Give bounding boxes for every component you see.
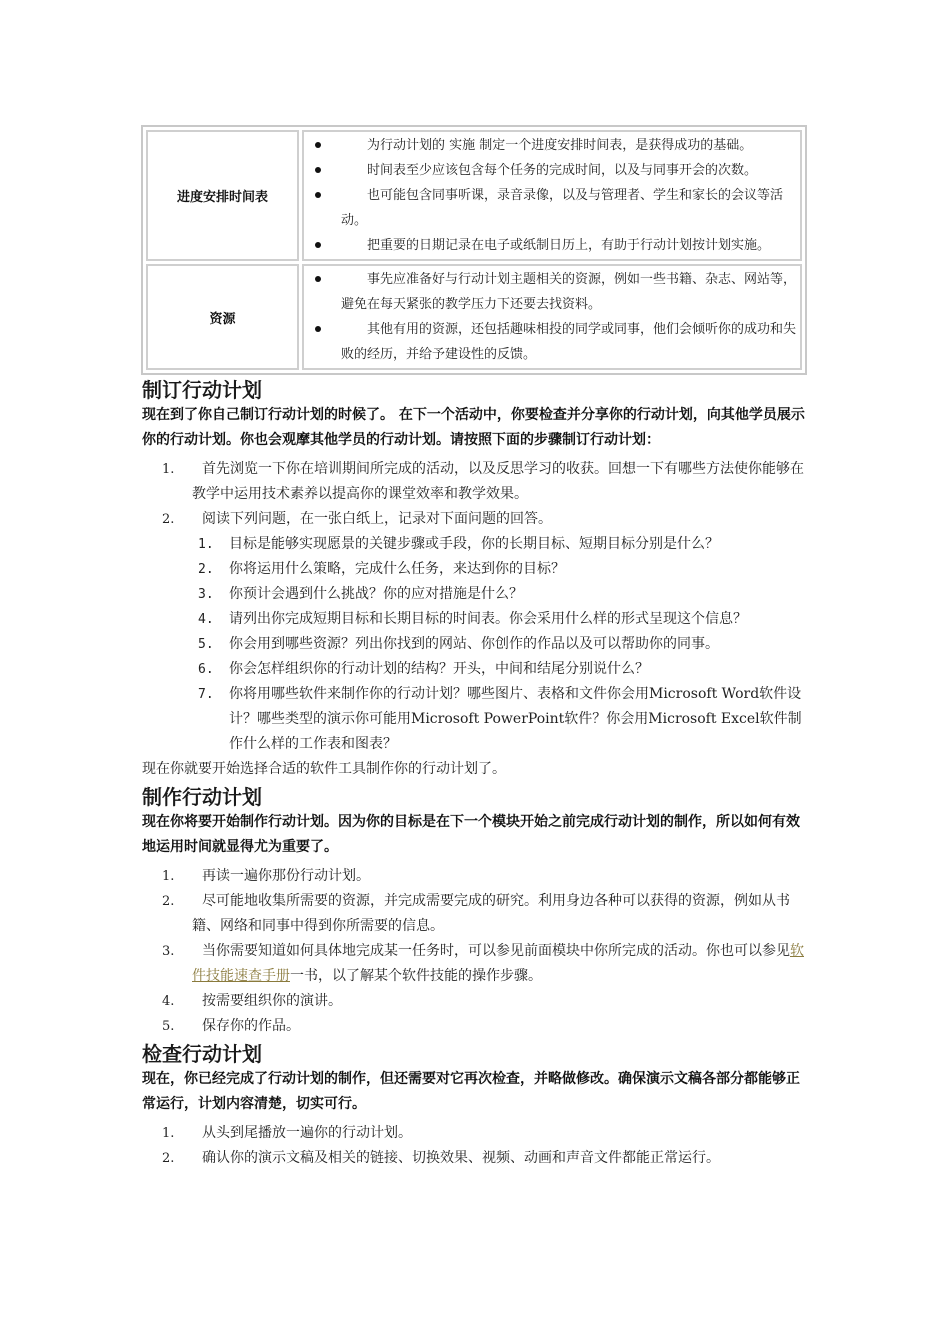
question-number: 7. <box>198 687 214 702</box>
step-text-after: 一书，以了解某个软件技能的操作步骤。 <box>290 968 542 984</box>
step-text: 从头到尾播放一遍你的行动计划。 <box>202 1125 412 1141</box>
step-text: 确认你的演示文稿及相关的链接、切换效果、视频、动画和声音文件都能正常运行。 <box>202 1150 720 1166</box>
step-text-before: 当你需要知道如何具体地完成某一任务时，可以参见前面模块中你所完成的活动。你也可以参见 <box>202 943 790 959</box>
table-row <box>146 264 802 370</box>
closing-text: 现在你就要开始选择合适的软件工具制作你的行动计划了。 <box>142 761 506 777</box>
question-text: 你会怎样组织你的行动计划的结构？开头，中间和结尾分别说什么？ <box>229 661 649 677</box>
step-item <box>142 1014 810 1039</box>
steps-list <box>142 864 810 1039</box>
steps-list <box>142 457 810 757</box>
question-number: 3. <box>198 587 214 602</box>
list-item: 也可能包含同事听课，录音录像，以及与管理者、学生和家长的会议等活动。 <box>309 183 799 233</box>
step-number: 3. <box>162 944 175 959</box>
question-item <box>142 607 810 632</box>
list-item: 为行动计划的 实施 制定一个进度安排时间表，是获得成功的基础。 <box>309 133 799 158</box>
question-number: 6. <box>198 662 214 677</box>
software-handbook-link[interactable]: 软件技能速查手册 <box>192 943 804 984</box>
step-item <box>142 864 810 889</box>
step-item <box>142 939 810 989</box>
step-number: 2. <box>162 1151 175 1166</box>
step-number: 1. <box>162 462 175 477</box>
step-text: 尽可能地收集所需要的资源，并完成需要完成的研究。利用身边各种可以获得的资源，例如从书籍、网络和同事中得到你所需要的信息。 <box>192 893 790 934</box>
section-intro: 现在你将要开始制作行动计划。因为你的目标是在下一个模块开始之前完成行动计划的制作，所以如何有效地运用时间就显得尤为重要了。 <box>142 814 800 855</box>
step-number: 4. <box>162 994 175 1009</box>
list-item: 时间表至少应该包含每个任务的完成时间，以及与同事开会的次数。 <box>309 158 799 183</box>
row-content-resources <box>302 264 802 370</box>
step-number: 1. <box>162 1126 175 1141</box>
row-label-resources: 资源 <box>146 264 299 370</box>
question-number: 4. <box>198 612 214 627</box>
question-number: 5. <box>198 637 214 652</box>
list-item: 把重要的日期记录在电子或纸制日历上，有助于行动计划按计划实施。 <box>309 233 799 258</box>
step-item <box>142 1146 810 1171</box>
row-content-schedule <box>302 130 802 261</box>
section-intro: 现在到了你自己制订行动计划的时候了。 在下一个活动中，你要检查并分享你的行动计划，向其他学员展示你的行动计划。你也会观摩其他学员的行动计划。请按照下面的步骤制订行动计划： <box>142 407 805 448</box>
question-text: 你会用到哪些资源？列出你找到的网站、你创作的作品以及可以帮助你的同事。 <box>229 636 719 652</box>
step-item <box>142 1121 810 1146</box>
question-item <box>142 557 810 582</box>
question-item <box>142 682 810 757</box>
step-number: 2. <box>162 512 175 527</box>
list-item: 事先应准备好与行动计划主题相关的资源，例如一些书籍、杂志、网站等，避免在每天紧张的教学压力下还要去找资料。 <box>309 267 799 317</box>
plan-info-table <box>141 125 807 375</box>
row-label-schedule: 进度安排时间表 <box>146 130 299 261</box>
step-item <box>142 989 810 1014</box>
step-text: 阅读下列问题，在一张白纸上，记录对下面问题的回答。 <box>202 511 552 527</box>
question-item <box>142 632 810 657</box>
step-item <box>142 507 810 757</box>
steps-list <box>142 1121 810 1171</box>
section-intro: 现在，你已经完成了行动计划的制作，但还需要对它再次检查，并略做修改。确保演示文稿各部分都能够正常运行，计划内容清楚，切实可行。 <box>142 1071 800 1112</box>
section-title-make-plan: 制订行动计划 <box>142 378 262 402</box>
step-number: 1. <box>162 869 175 884</box>
questions-list <box>192 532 810 757</box>
table-row <box>146 130 802 261</box>
step-item <box>142 889 810 939</box>
document-page <box>142 125 810 1171</box>
question-number: 2. <box>198 562 214 577</box>
section-title-create-plan: 制作行动计划 <box>142 785 262 809</box>
question-item <box>142 532 810 557</box>
step-text: 按需要组织你的演讲。 <box>202 993 342 1009</box>
question-item <box>142 657 810 682</box>
step-item <box>142 457 810 507</box>
step-text <box>192 939 810 989</box>
question-text: 你将运用什么策略，完成什么任务，来达到你的目标？ <box>229 561 565 577</box>
section-title-check-plan: 检查行动计划 <box>142 1042 262 1066</box>
list-item: 其他有用的资源，还包括趣味相投的同学或同事，他们会倾听你的成功和失败的经历，并给予建设性的反馈。 <box>309 317 799 367</box>
question-number: 1. <box>198 537 214 552</box>
step-number: 2. <box>162 894 175 909</box>
question-text: 你将用哪些软件来制作你的行动计划？哪些图片、表格和文件你会用Microsoft Word软件设计？哪些类型的演示你可能用Microsoft PowerPoint软件？你会用Microsoft Excel软件制作什么样的工作表和图表？ <box>229 686 802 752</box>
step-text: 保存你的作品。 <box>202 1018 300 1034</box>
step-number: 5. <box>162 1019 175 1034</box>
step-text: 再读一遍你那份行动计划。 <box>202 868 370 884</box>
question-text: 你预计会遇到什么挑战？你的应对措施是什么？ <box>229 586 523 602</box>
question-text: 请列出你完成短期目标和长期目标的时间表。你会采用什么样的形式呈现这个信息？ <box>229 611 747 627</box>
step-text: 首先浏览一下你在培训期间所完成的活动，以及反思学习的收获。回想一下有哪些方法使你能够在教学中运用技术素养以提高你的课堂效率和教学效果。 <box>192 461 804 502</box>
question-text: 目标是能够实现愿景的关键步骤或手段，你的长期目标、短期目标分别是什么？ <box>229 536 719 552</box>
question-item <box>142 582 810 607</box>
